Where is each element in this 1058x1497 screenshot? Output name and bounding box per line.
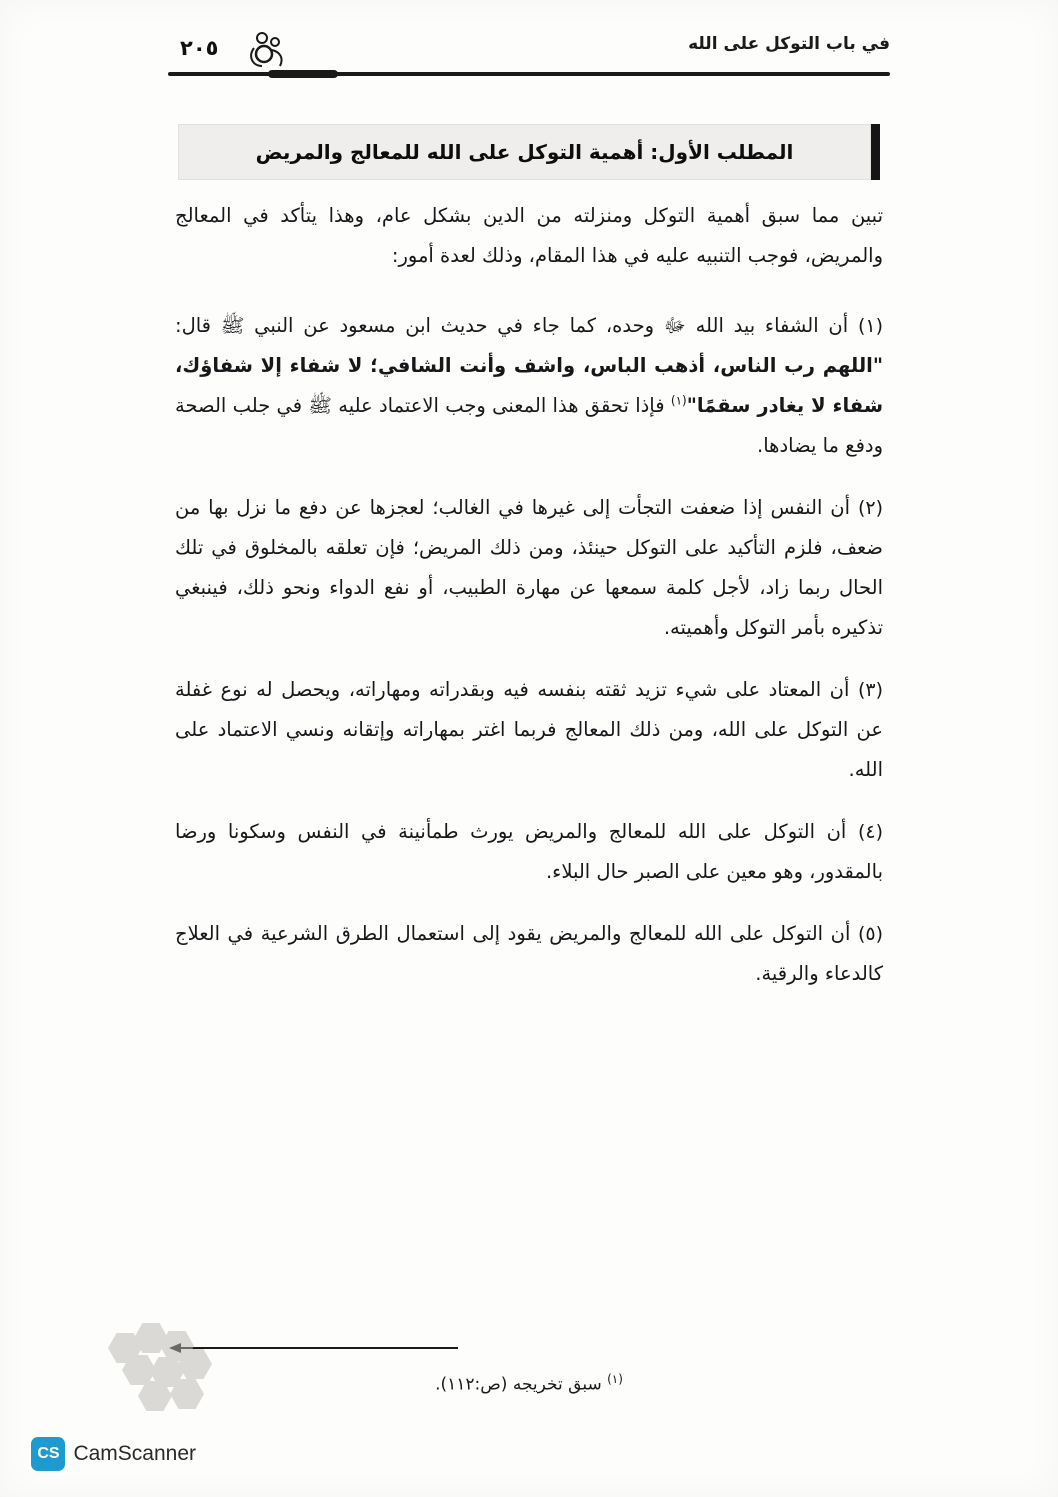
- header-divider: [168, 72, 890, 76]
- section-title: المطلب الأول: أهمية التوكل على الله للمعالج والمريض: [255, 140, 794, 164]
- footnote-mark: (١): [607, 1372, 623, 1387]
- item-text-before-quote: أن الشفاء بيد الله ﷻ وحده، كما جاء في حديث ابن مسعود عن النبي ﷺ قال:: [175, 313, 849, 337]
- item-text: أن التوكل على الله للمعالج والمريض يقود إلى استعمال الطرق الشرعية في العلاج كالدعاء والرقية.: [175, 921, 883, 985]
- hadith-quote: "اللهم رب الناس، أذهب الباس، واشف وأنت الشافي؛ لا شفاء إلا شفاؤك، شفاء لا يغادر سقمًا": [175, 353, 883, 417]
- hexagon-decoration-icon: [108, 1323, 238, 1413]
- item-number: (٢): [857, 496, 883, 519]
- footnote: [175, 1372, 883, 1395]
- item-text-after-quote: فإذا تحقق هذا المعنى وجب الاعتماد عليه ﷺ في جلب الصحة ودفع ما يضادها.: [175, 393, 883, 457]
- item-text: أن النفس إذا ضعفت التجأت إلى غيرها في الغالب؛ لعجزها عن دفع ما نزل بها من ضعف، فلزم التأكيد على التوكل حينئذ، ومن ذلك المريض؛ فإن تعلقه بالمخلوق في تلك الحال ربما زاد، لأجل كلمة سمعها عن مهارة الطبيب، أو نفع الدواء ونحو ذلك، فينبغي تذكيره بأمر التوكل وأهميته.: [175, 495, 883, 639]
- item-number: (٤): [857, 820, 883, 843]
- floral-ornament-icon: [246, 30, 292, 72]
- numbered-item-5: [175, 914, 883, 994]
- page-number-box: [168, 26, 316, 76]
- camscanner-label: CamScanner: [73, 1442, 196, 1465]
- page-header: [168, 26, 890, 78]
- item-text: أن التوكل على الله للمعالج والمريض يورث طمأنينة في النفس وسكونا ورضا بالمقدور، وهو معين على الصبر حال البلاء.: [175, 819, 883, 883]
- footnote-reference: (١): [670, 393, 687, 408]
- footnote-text: سبق تخريجه (ص:١١٢).: [435, 1375, 602, 1395]
- item-number: (١): [857, 314, 883, 337]
- item-number: (٣): [857, 678, 884, 701]
- item-text: أن المعتاد على شيء تزيد ثقته بنفسه فيه وبقدراته ومهاراته، ويحصل له نوع غفلة عن التوكل على الله، ومن ذلك المعالج فربما اغتر بمهاراته وإتقانه ونسي الاعتماد على الله.: [175, 677, 883, 781]
- page-number: ٢٠٥: [180, 36, 219, 60]
- numbered-item-4: [175, 812, 883, 892]
- camscanner-badge-icon: CS: [31, 1437, 65, 1471]
- camscanner-watermark: [31, 1437, 196, 1471]
- page-content: [175, 196, 883, 1317]
- intro-paragraph: تبين مما سبق أهمية التوكل ومنزلته من الدين بشكل عام، وهذا يتأكد في المعالج والمريض، فوجب التنبيه عليه في هذا المقام، وذلك لعدة أمور:: [175, 204, 883, 267]
- numbered-item-3: [175, 670, 883, 790]
- running-title: في باب التوكل على الله: [688, 34, 890, 54]
- section-title-bar: [178, 124, 880, 180]
- item-number: (٥): [857, 922, 883, 945]
- numbered-item-2: [175, 488, 883, 648]
- numbered-item-1: [175, 306, 883, 466]
